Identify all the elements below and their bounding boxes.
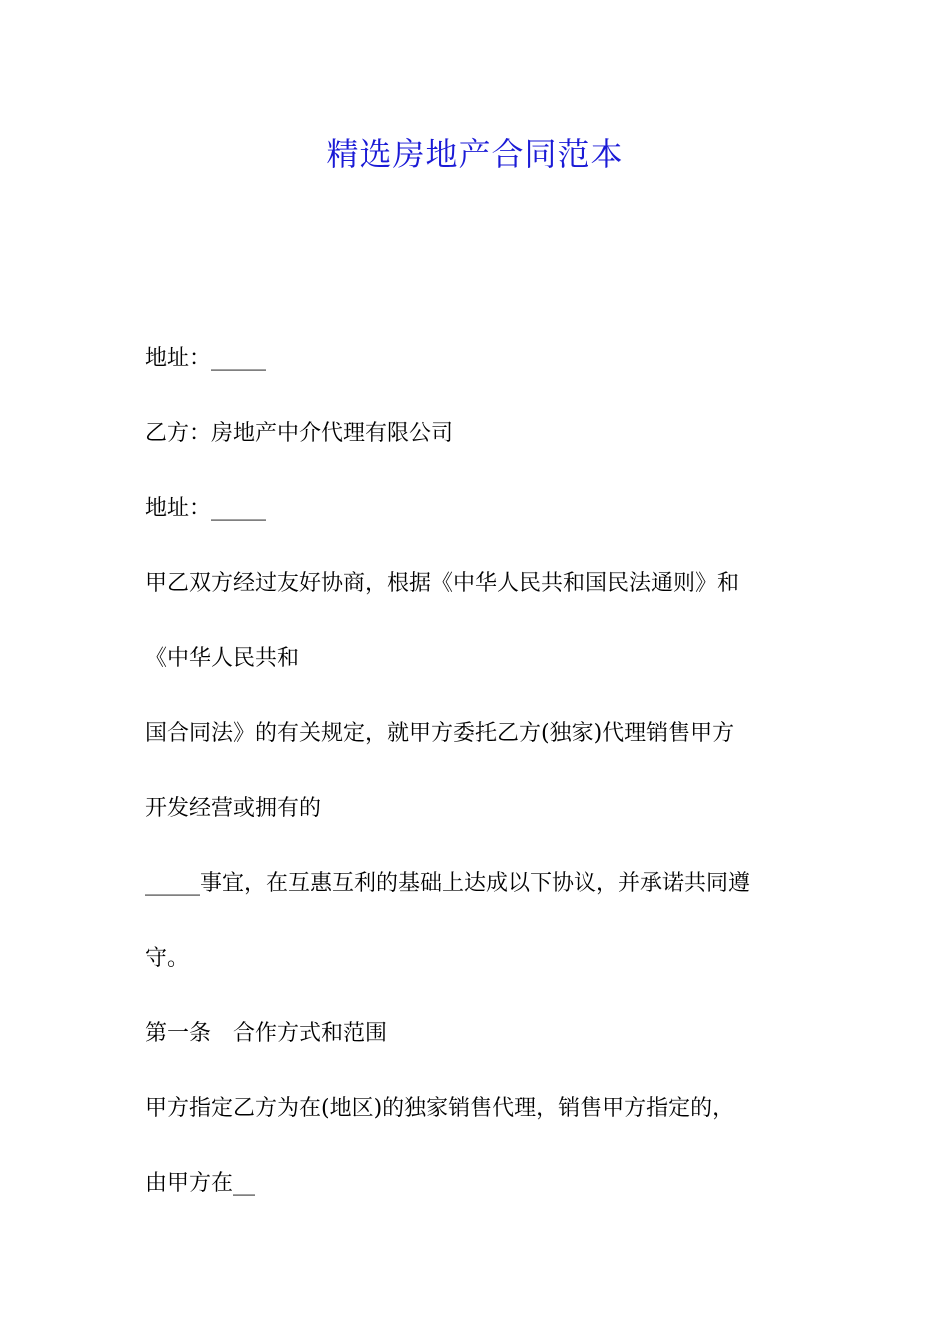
party-b-line: 乙方：房地产中介代理有限公司 — [145, 421, 454, 446]
body-line: 守。 — [145, 946, 190, 971]
body-line: 国合同法》的有关规定，就甲方委托乙方(独家)代理销售甲方 — [145, 721, 735, 746]
body-line: 甲方指定乙方为在(地区)的独家销售代理，销售甲方指定的， — [145, 1096, 735, 1121]
body-line: 《中华人民共和 — [145, 646, 300, 671]
document-body — [145, 340, 825, 1240]
body-line: 由甲方在__ — [145, 1171, 256, 1196]
body-line: 甲乙双方经过友好协商，根据《中华人民共和国民法通则》和 — [145, 571, 740, 596]
body-line: _____事宜，在互惠互利的基础上达成以下协议，并承诺共同遵 — [145, 871, 751, 896]
address-line-party-a: 地址：_____ — [145, 346, 267, 371]
document-title: 精选房地产合同范本 — [326, 135, 624, 173]
article-heading: 第一条 合作方式和范围 — [145, 1021, 388, 1046]
address-line-party-b: 地址：_____ — [145, 496, 267, 521]
body-line: 开发经营或拥有的 — [145, 796, 322, 821]
